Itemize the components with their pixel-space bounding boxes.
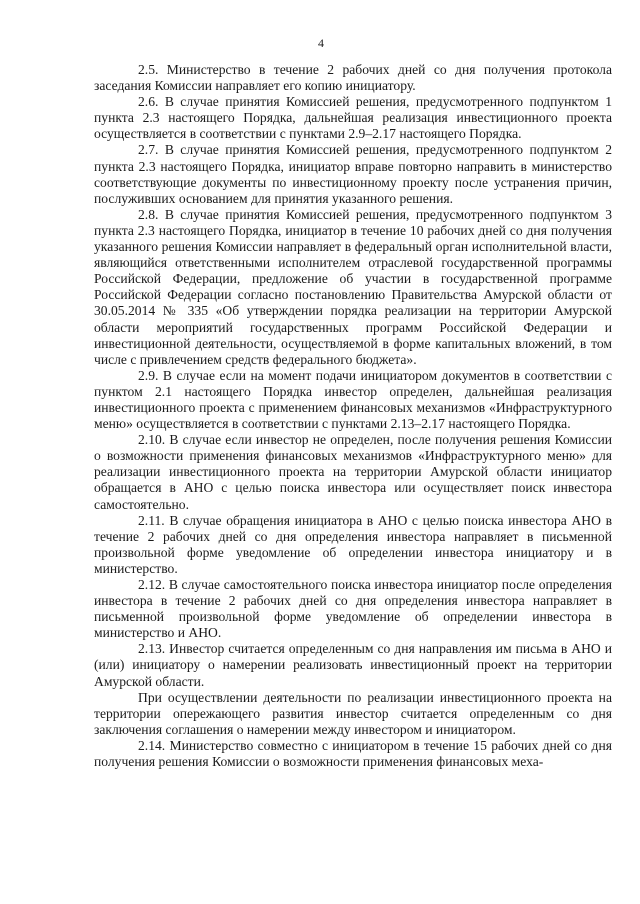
page-number: 4	[318, 36, 324, 50]
paragraph-2-7: 2.7. В случае принятия Комиссией решения, предусмотренного подпунктом 2 пункта 2.3 настоящего Порядка, инициатор вправе повторно направить в министерство соответствующие документы по инвестиционному проекту после устранения причин, послуживших основанием для принятия указанного решения.	[94, 142, 612, 206]
paragraph-2-14: 2.14. Министерство совместно с инициатором в течение 15 рабочих дней со дня получения решения Комиссии о возможности применения финансовых меха-	[94, 737, 612, 770]
paragraph-2-6: 2.6. В случае принятия Комиссией решения, предусмотренного подпунктом 1 пункта 2.3 настоящего Порядка, дальнейшая реализация инвестиционного проекта осуществляется в соответствии с пунктами 2.9–2.17 настоящего Порядка.	[94, 94, 612, 142]
paragraph-2-10: 2.10. В случае если инвестор не определен, после получения решения Комиссии о возможности применения финансовых механизмов «Инфраструктурного меню» для реализации инвестиционного проекта на территории Амурской области инициатор обращается в АНО с целью поиска инвестора или осуществляет поиск инвестора самостоятельно.	[94, 432, 612, 512]
paragraph-2-8: 2.8. В случае принятия Комиссией решения, предусмотренного подпунктом 3 пункта 2.3 настоящего Порядка, инициатор в течение 10 рабочих дней со дня получения указанного решения Комиссии направляет в федеральный орган исполнительной власти, являющийся ответственными исполнителем отраслевой государственной программы Российской Федерации, предложение об участии в государственной программе Российской Федерации согласно постановлению Правительства Амурской области от 30.05.2014 № 335 «Об утверждении порядка реализации на территории Амурской области мероприятий государственных программ Российской Федерации и инвестиционной деятельности, осуществляемой в форме капитальных вложений, в том числе с привлечением средств федерального бюджета».	[94, 206, 612, 367]
paragraph-2-13-continued: При осуществлении деятельности по реализации инвестиционного проекта на территории опережающего развития инвестор считается определенным со дня заключения соглашения о намерении между инвестором и инициатором.	[94, 689, 612, 737]
paragraph-2-12: 2.12. В случае самостоятельного поиска инвестора инициатор после определения инвестора в течение 2 рабочих дней со дня определения инвестора направляет в письменной произвольной форме уведомление об определении инвестора в министерство и АНО.	[94, 577, 612, 641]
paragraph-2-11: 2.11. В случае обращения инициатора в АНО с целью поиска инвестора АНО в течение 2 рабочих дней со дня определения инвестора направляет в письменной произвольной форме уведомление об определении инвестора инициатору и в министерство.	[94, 512, 612, 576]
paragraph-2-13: 2.13. Инвестор считается определенным со дня направления им письма в АНО и (или) инициатору о намерении реализовать инвестиционный проект на территории Амурской области.	[94, 641, 612, 689]
paragraph-2-5: 2.5. Министерство в течение 2 рабочих дней со дня получения протокола заседания Комиссии направляет его копию инициатору.	[94, 62, 612, 94]
paragraph-2-9: 2.9. В случае если на момент подачи инициатором документов в соответствии с пунктом 2.1 настоящего Порядка инвестор определен, дальнейшая реализация инвестиционного проекта с применением финансовых механизмов «Инфраструктурного меню» осуществляется в соответствии с пунктами 2.13–2.17 настоящего Порядка.	[94, 367, 612, 432]
